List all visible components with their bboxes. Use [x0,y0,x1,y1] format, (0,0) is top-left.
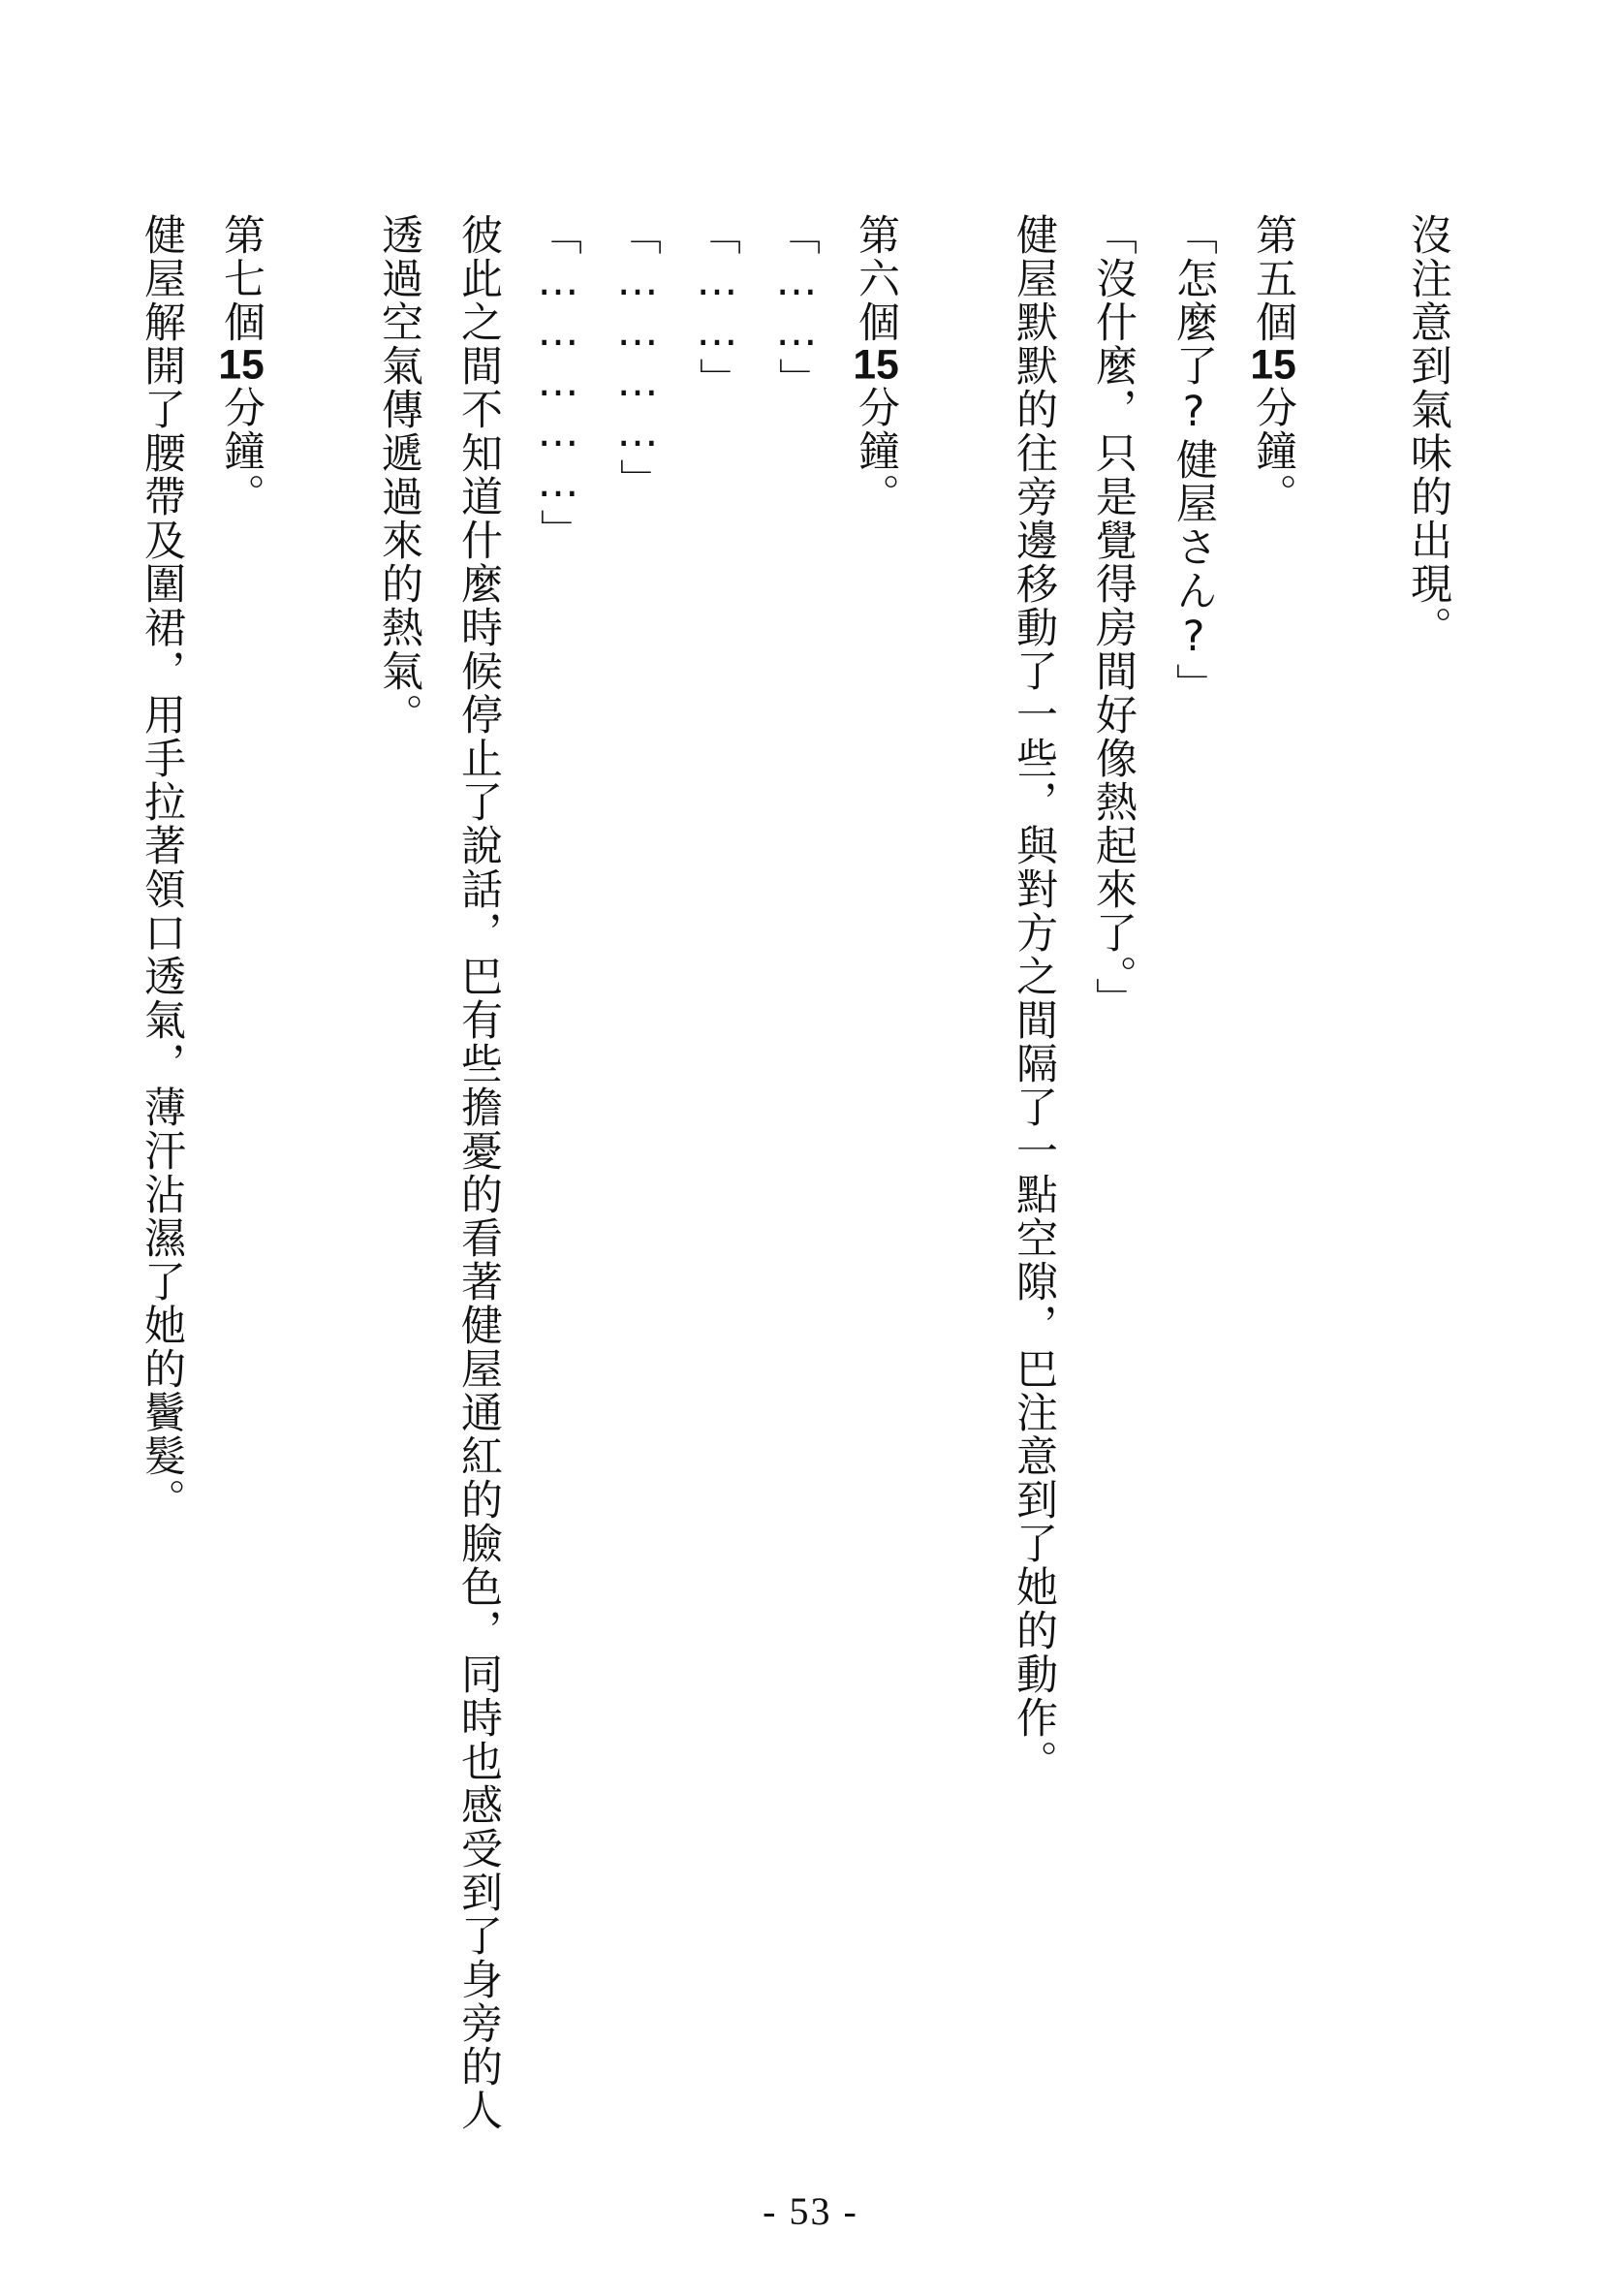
section-number: 15 [853,344,899,386]
text-column-14 [139,213,185,1522]
paragraph-text: 健屋默默的往旁邊移動了一些，與對方之間隔了一點空隙，巴注意到了她的動作。 [1010,213,1058,1783]
dialogue-text: 「……………」 [534,213,582,552]
paragraph-text: 彼此之間不知道什麼時候停止了說話，巴有些擔憂的看著健屋通紅的臉色，同時也感受到了身旁的人 [454,213,503,2132]
paragraph-text: 沒注意到氣味的出現。 [1404,213,1452,649]
text-column-2 [1250,213,1296,517]
text-column-6 [853,213,899,517]
page-number: - 53 - [763,2189,858,2233]
section-prefix: 第五個 [1249,213,1297,344]
section-suffix: 分鐘。 [1249,386,1297,517]
text-column-5 [1011,213,1057,1783]
text-column-12 [376,213,422,737]
dialogue-text: 「……」 [693,213,741,401]
text-column-9 [614,213,661,502]
text-column-10 [535,213,581,552]
text-column-8 [694,213,740,401]
section-prefix: 第六個 [852,213,900,344]
text-column-4 [1090,213,1137,1022]
text-column-11 [455,213,502,2132]
section-number: 15 [1250,344,1296,386]
section-suffix: 分鐘。 [217,386,265,517]
section-suffix: 分鐘。 [852,386,900,517]
text-column-7 [773,213,820,401]
dialogue-text: 「……」 [772,213,821,401]
section-prefix: 第七個 [217,213,265,344]
dialogue-text: 「…………」 [613,213,662,502]
text-column-1 [1405,213,1451,649]
dialogue-text: 「沒什麼，只是覺得房間好像熱起來了。」 [1089,213,1138,1022]
paragraph-text: 健屋解開了腰帶及圍裙，用手拉著領口透氣，薄汗沾濕了她的鬢髮。 [138,213,186,1522]
paragraph-text: 透過空氣傳遞過來的熱氣。 [375,213,423,737]
dialogue-text: 「怎麼了?健屋さん?」 [1169,213,1218,707]
text-column-13 [218,213,265,517]
section-number: 15 [218,344,265,386]
text-column-3 [1170,213,1217,707]
